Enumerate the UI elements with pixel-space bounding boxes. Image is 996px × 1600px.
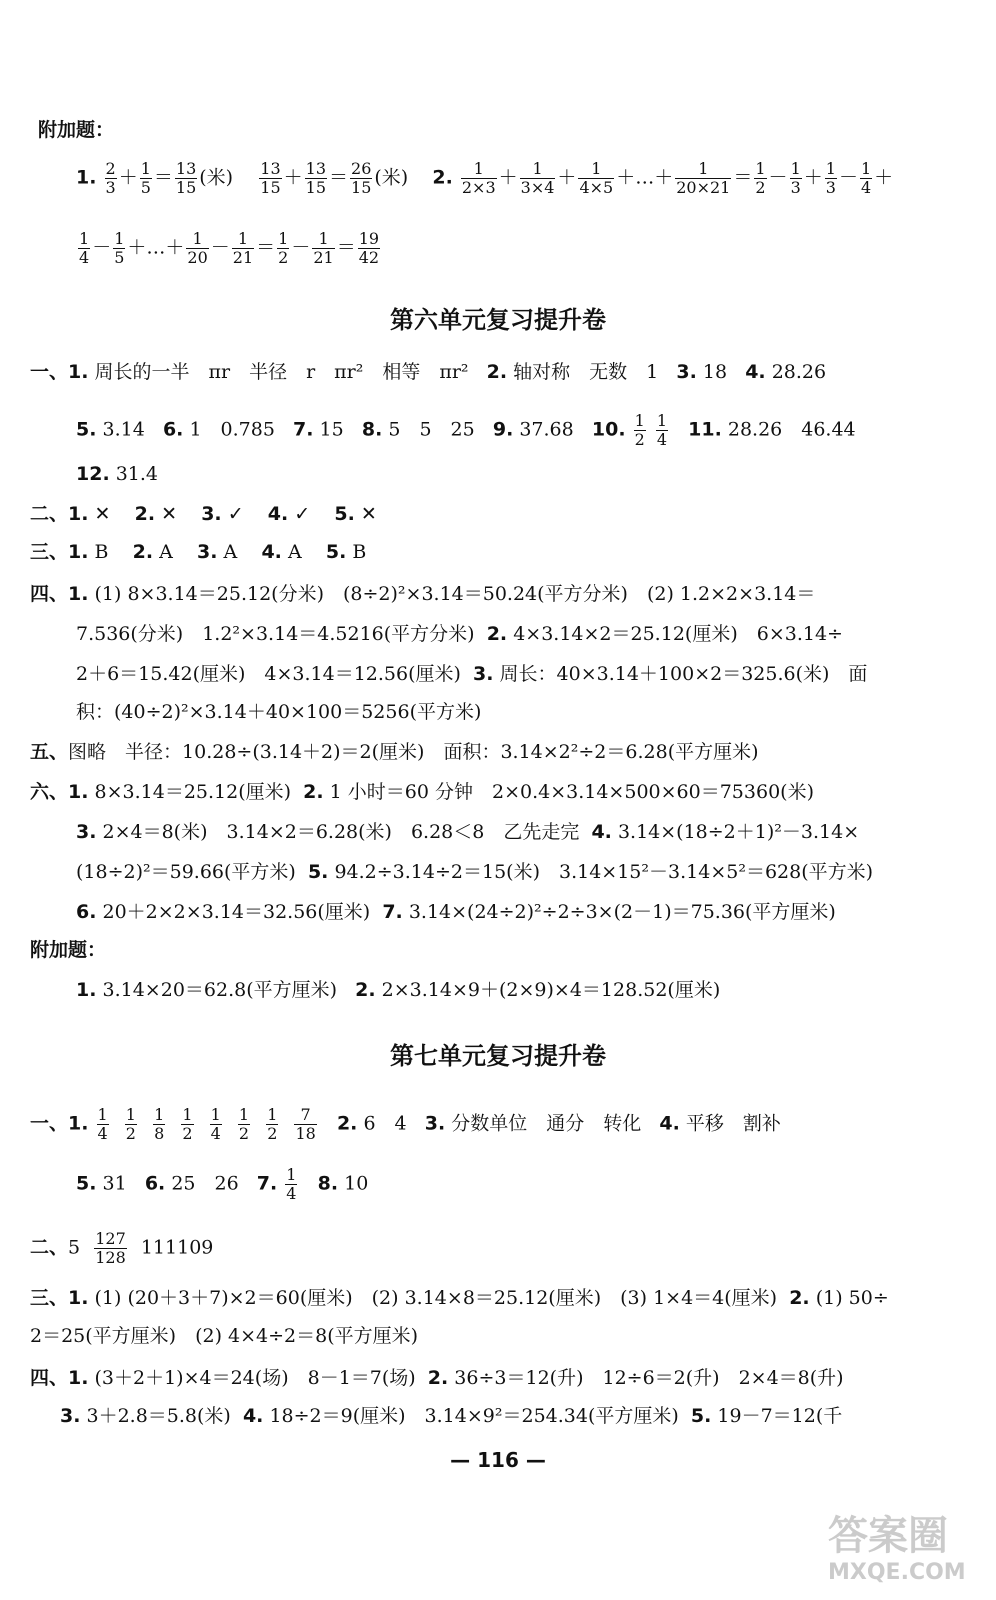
denominator: 15 xyxy=(305,178,326,197)
fraction xyxy=(175,160,197,197)
numerator: 1 xyxy=(267,1105,278,1124)
numerator: 19 xyxy=(358,229,380,248)
fraction xyxy=(461,160,497,197)
numerator: 1 xyxy=(461,160,497,179)
numerator: 13 xyxy=(305,159,326,178)
fraction xyxy=(97,1106,109,1143)
s6-si-line-3: 2＋6＝15.42(厘米) 4×3.14＝12.56(厘米) 3. 周长：40×3.14＋100×2＝325.6(米) 面 xyxy=(76,663,868,685)
denominator: 20×21 xyxy=(676,178,731,197)
numerator: 13 xyxy=(175,159,197,178)
numerator: 1 xyxy=(182,1105,193,1124)
s6-si-line-1: 四、1. (1) 8×3.14＝25.12(分米) (8÷2)²×3.14＝50.24(平方分米) (2) 1.2×2×3.14＝ xyxy=(30,583,816,605)
numerator: 1 xyxy=(125,1105,136,1124)
numerator: 1 xyxy=(825,159,836,178)
denominator: 2 xyxy=(267,1124,278,1143)
fraction xyxy=(294,1106,316,1143)
fraction xyxy=(825,160,837,197)
denominator: 4 xyxy=(656,430,668,449)
s7-si-line-2: 3. 3＋2.8＝5.8(米) 4. 18÷2＝9(厘米) 3.14×9²＝254.34(平方厘米) 5. 19－7＝12(千 xyxy=(60,1405,843,1427)
fraction xyxy=(790,160,802,197)
s6-liu-line-4: 6. 20＋2×2×3.14＝32.56(厘米) 7. 3.14×(24÷2)²÷2÷3×(2－1)＝75.36(平方厘米) xyxy=(76,901,836,923)
numerator: 26 xyxy=(351,159,372,178)
numerator: 1 xyxy=(186,230,208,249)
denominator: 4 xyxy=(860,178,872,197)
numerator: 7 xyxy=(294,1106,316,1125)
numerator: 1 xyxy=(140,159,151,178)
denominator: 15 xyxy=(175,178,197,197)
fraction xyxy=(186,230,208,267)
numerator: 1 xyxy=(312,230,334,249)
numerator: 1 xyxy=(578,160,614,179)
denominator: 15 xyxy=(351,178,372,197)
fraction xyxy=(675,160,731,197)
s6-si-line-4: 积：(40÷2)²×3.14＋40×100＝5256(平方米) xyxy=(76,701,482,723)
fraction xyxy=(94,1230,127,1267)
s6-si-line-2: 7.536(分米) 1.2²×3.14＝4.5216(平方分米) 2. 4×3.14×2＝25.12(厘米) 6×3.14÷ xyxy=(76,623,843,645)
numerator: 13 xyxy=(260,159,281,178)
s6-liu-line-1: 六、1. 8×3.14＝25.12(厘米) 2. 1 小时＝60 分钟 2×0.4×3.14×500×60＝75360(米) xyxy=(30,781,814,803)
denominator: 21 xyxy=(232,248,254,267)
fraction xyxy=(266,1106,278,1143)
s7-san-line-1: 三、1. (1) (20＋3＋7)×2＝60(厘米) (2) 3.14×8＝25.12(厘米) (3) 1×4＝4(厘米) 2. (1) 50÷ xyxy=(30,1287,889,1309)
denominator: 2 xyxy=(125,1124,136,1143)
denominator: 4 xyxy=(286,1184,297,1203)
s6-bonus-heading: 附加题： xyxy=(30,939,107,961)
fraction xyxy=(285,1166,297,1203)
numerator: 1 xyxy=(238,1105,250,1124)
denominator: 21 xyxy=(313,248,334,267)
numerator: 1 xyxy=(675,160,731,179)
denominator: 2 xyxy=(182,1124,193,1143)
fraction xyxy=(860,160,872,197)
bonus-line-1: 1. $\frac{2}{3}$ ＋ $\frac{1}{5}$ ＝ $\frac{13}{15}$ (米) $\frac{13}{15}$ ＋ $\frac{13}{15}$ ＝ $\frac{26}{15}$ (米) 2. $\frac{1}{2\times 3}$ ＋ $\frac{1}{3\times 4}$ ＋ $\frac{1}{4\times 5}$ ＋…＋ $\frac{1}{20\times 21}$ ＝ $\frac{1}{2}$ － $\frac{1}{3}$ ＋ $\frac{1}{3}$ － $\frac{1}{4}$ ＋ xyxy=(76,159,894,197)
fraction xyxy=(105,160,117,197)
denominator: 3 xyxy=(825,178,836,197)
numerator: 1 xyxy=(278,229,289,248)
s6-yi-line-2: 5. 3.14 6. 1 0.785 7. 15 8. 5 5 25 9. 37.68 10. $\frac{1}{2}$ $\frac{1}{4}$ 11. 28.26 46.44 xyxy=(76,411,856,449)
page-number: — 116 — xyxy=(450,1448,546,1472)
numerator: 1 xyxy=(154,1105,165,1124)
numerator: 1 xyxy=(286,1165,297,1184)
fraction xyxy=(634,412,646,449)
numerator: 1 xyxy=(790,159,801,178)
fraction xyxy=(210,1106,222,1143)
numerator: 1 xyxy=(79,229,90,248)
fraction xyxy=(153,1106,165,1143)
fraction xyxy=(181,1106,193,1143)
denominator: 128 xyxy=(95,1248,126,1267)
s7-si-line-1: 四、1. (3＋2＋1)×4＝24(场) 8－1＝7(场) 2. 36÷3＝12(升) 12÷6＝2(升) 2×4＝8(升) xyxy=(30,1367,844,1389)
numerator: 127 xyxy=(95,1229,126,1248)
fraction xyxy=(350,160,372,197)
numerator: 1 xyxy=(634,411,645,430)
denominator: 2 xyxy=(238,1124,250,1143)
denominator: 20 xyxy=(187,248,208,267)
fraction xyxy=(259,160,281,197)
numerator: 1 xyxy=(210,1105,221,1124)
numerator: 2 xyxy=(105,159,116,178)
s7-san-line-2: 2＝25(平方厘米) (2) 4×4÷2＝8(平方厘米) xyxy=(30,1325,419,1347)
bonus-heading: 附加题： xyxy=(38,119,115,141)
bonus-line-2: $\frac{1}{4}$ － $\frac{1}{5}$ ＋…＋ $\frac{1}{20}$ － $\frac{1}{21}$ ＝ $\frac{1}{2}$ － $\frac{1}{21}$ ＝ $\frac{19}{42}$ xyxy=(79,229,380,267)
numerator: 1 xyxy=(520,160,556,179)
denominator: 42 xyxy=(358,248,380,267)
s6-bonus-line: 1. 3.14×20＝62.8(平方厘米) 2. 2×3.14×9＋(2×9)×4＝128.52(厘米) xyxy=(76,979,721,1001)
s6-liu-line-3: (18÷2)²＝59.66(平方米) 5. 94.2÷3.14÷2＝15(米) 3.14×15²－3.14×5²＝628(平方米) xyxy=(76,861,874,883)
numerator: 1 xyxy=(860,159,872,178)
numerator: 1 xyxy=(656,411,668,430)
denominator: 3×4 xyxy=(520,178,555,197)
denominator: 15 xyxy=(260,178,281,197)
denominator: 3 xyxy=(105,178,116,197)
denominator: 5 xyxy=(140,178,151,197)
section-7-title: 第七单元复习提升卷 xyxy=(390,1042,606,1070)
numerator: 1 xyxy=(755,159,766,178)
watermark-logo: 答案圈 MXQE.COM xyxy=(828,1513,966,1585)
fraction xyxy=(656,412,668,449)
fraction xyxy=(305,160,327,197)
fraction xyxy=(238,1106,250,1143)
numerator: 1 xyxy=(232,230,254,249)
denominator: 5 xyxy=(114,248,125,267)
fraction xyxy=(113,230,125,267)
fraction xyxy=(277,230,289,267)
s6-san-line: 三、1. B 2. A 3. A 4. A 5. B xyxy=(30,541,367,563)
denominator: 3 xyxy=(790,178,801,197)
fraction xyxy=(520,160,556,197)
denominator: 8 xyxy=(154,1124,165,1143)
fraction xyxy=(125,1106,137,1143)
denominator: 4 xyxy=(97,1124,108,1143)
s6-yi-line-3: 12. 31.4 xyxy=(76,463,159,485)
denominator: 4×5 xyxy=(579,178,614,197)
denominator: 18 xyxy=(295,1124,316,1143)
fraction xyxy=(232,230,254,267)
denominator: 4 xyxy=(79,248,90,267)
s6-yi-line-1: 一、1. 周长的一半 πr 半径 r πr² 相等 πr² 2. 轴对称 无数 1 3. 18 4. 28.26 xyxy=(30,361,827,383)
s6-er-line: 二、1. ✕ 2. ✕ 3. ✓ 4. ✓ 5. ✕ xyxy=(30,503,377,525)
fraction xyxy=(140,160,152,197)
fraction xyxy=(754,160,766,197)
fraction xyxy=(78,230,90,267)
denominator: 4 xyxy=(210,1124,221,1143)
s7-er-line: 二、5 $\frac{127}{128}$ 111109 xyxy=(30,1229,214,1267)
section-6-title: 第六单元复习提升卷 xyxy=(390,306,606,334)
s7-yi-line-1: 一、1. $\frac{1}{4}$ $\frac{1}{2}$ $\frac{1}{8}$ $\frac{1}{2}$ $\frac{1}{4}$ $\frac{1}{2}$ $\frac{1}{2}$ $\frac{7}{18}$ 2. 6 4 3. 分数单位 通分 转化 4. 平移 割补 xyxy=(30,1105,781,1143)
numerator: 1 xyxy=(97,1105,108,1124)
denominator: 2 xyxy=(755,178,766,197)
fraction xyxy=(312,230,334,267)
s7-yi-line-2: 5. 31 6. 25 26 7. $\frac{1}{4}$ 8. 10 xyxy=(76,1165,369,1203)
denominator: 2 xyxy=(634,430,645,449)
s6-wu-line: 五、图略 半径：10.28÷(3.14＋2)＝2(厘米) 面积：3.14×2²÷2＝6.28(平方厘米) xyxy=(30,741,759,763)
fraction xyxy=(358,230,380,267)
denominator: 2×3 xyxy=(461,178,496,197)
denominator: 2 xyxy=(278,248,289,267)
s6-liu-line-2: 3. 2×4＝8(米) 3.14×2＝6.28(米) 6.28＜8 乙先走完 4. 3.14×(18÷2＋1)²－3.14× xyxy=(76,821,860,843)
fraction xyxy=(578,160,614,197)
numerator: 1 xyxy=(114,229,125,248)
